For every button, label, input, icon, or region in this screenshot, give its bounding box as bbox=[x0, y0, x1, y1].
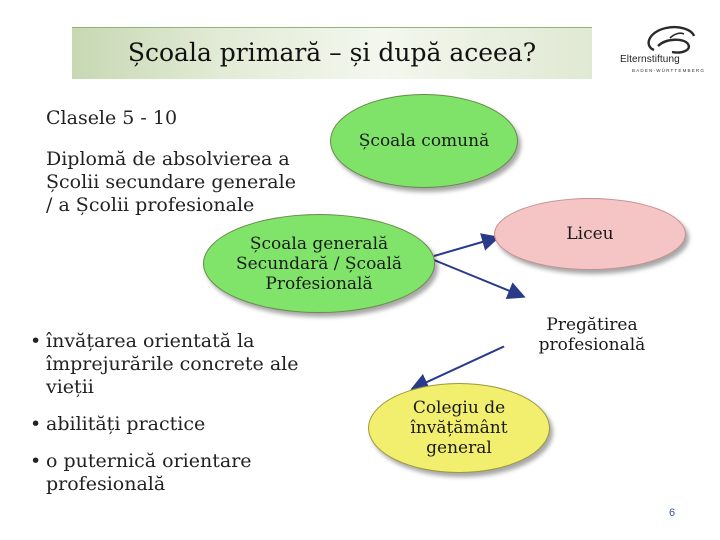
diploma-line: / a Școlii profesionale bbox=[46, 194, 255, 216]
node-scoala-generala-label bbox=[236, 234, 402, 294]
node-liceu-label: Liceu bbox=[566, 224, 614, 244]
node-scoala-comuna-label: Școala comună bbox=[358, 131, 490, 151]
node-line: Profesională bbox=[265, 273, 373, 294]
bullet-icon: • bbox=[30, 450, 42, 472]
list-item-line: o puternică orientare bbox=[46, 450, 252, 472]
node-pregatire-label bbox=[539, 315, 646, 355]
node-pregatire-profesionala bbox=[500, 296, 684, 374]
benefits-list bbox=[30, 330, 340, 510]
list-item-line: împrejurările concrete ale bbox=[46, 353, 299, 375]
node-line: profesională bbox=[538, 335, 646, 355]
node-line: Secundară / Școală bbox=[235, 253, 403, 274]
logo-subtitle: BADEN-WÜRTTEMBERG bbox=[632, 68, 706, 73]
list-item bbox=[30, 413, 340, 436]
list-item-line: abilități practice bbox=[46, 413, 206, 435]
node-line: general bbox=[426, 438, 492, 458]
bullet-icon: • bbox=[30, 330, 42, 352]
arrow-to-colegiu bbox=[414, 340, 518, 388]
logo-name: Elternstiftung bbox=[620, 54, 680, 65]
list-item bbox=[30, 450, 340, 496]
diploma-line: Școlii secundare generale bbox=[46, 171, 296, 193]
node-line: Colegiu de bbox=[412, 398, 506, 418]
grades-label: Clasele 5 - 10 bbox=[46, 107, 178, 129]
node-scoala-comuna bbox=[330, 94, 518, 188]
arrow-to-liceu bbox=[434, 238, 496, 256]
node-colegiu bbox=[368, 383, 550, 473]
node-colegiu-label bbox=[410, 398, 507, 458]
node-liceu bbox=[494, 198, 686, 270]
node-line: Școala generală bbox=[249, 233, 389, 254]
list-item-line: vieții bbox=[46, 376, 94, 398]
list-item-line: învățarea orientată la bbox=[46, 330, 255, 352]
node-scoala-generala bbox=[203, 214, 435, 313]
page-number: 6 bbox=[669, 507, 676, 519]
arrow-to-pregatire bbox=[434, 260, 522, 296]
node-line: Pregătirea bbox=[546, 315, 638, 335]
list-item-line: profesională bbox=[46, 473, 166, 495]
diploma-line: Diplomă de absolvierea a bbox=[46, 148, 290, 170]
bullet-icon: • bbox=[30, 413, 42, 435]
node-line: învățământ bbox=[410, 418, 508, 438]
slide-title: Școala primară – și după aceea? bbox=[127, 38, 537, 67]
list-item bbox=[30, 330, 340, 399]
